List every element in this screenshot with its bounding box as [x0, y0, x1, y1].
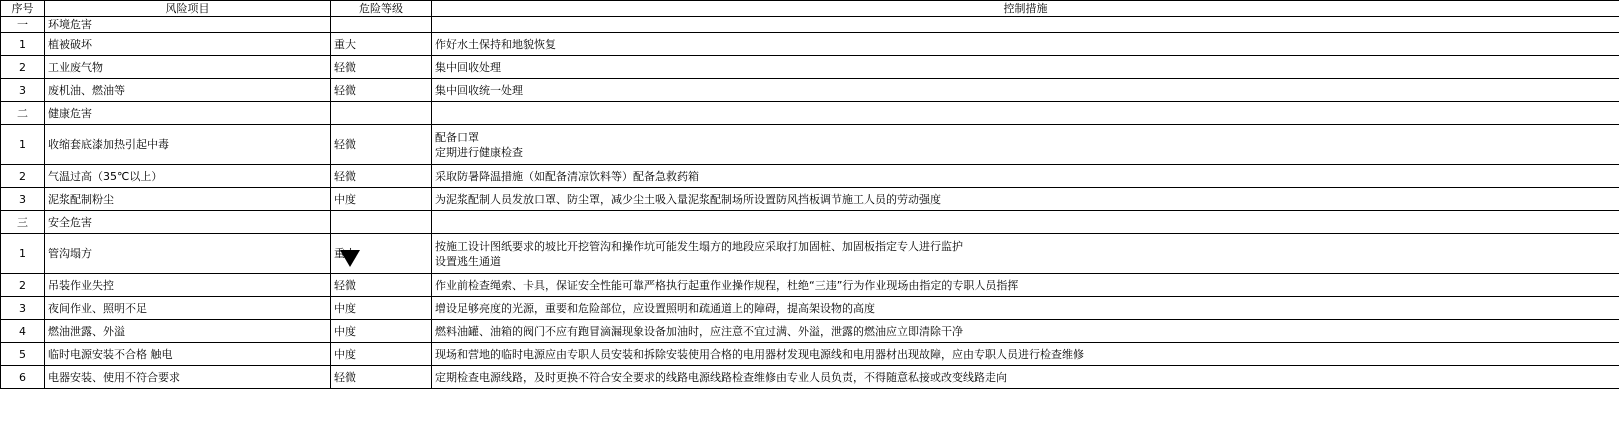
- cell-level[interactable]: 轻微: [331, 56, 432, 79]
- cell-no[interactable]: 3: [1, 297, 45, 320]
- measure-line: 集中回收统一处理: [435, 83, 523, 97]
- cell-item[interactable]: 气温过高（35℃以上）: [45, 165, 331, 188]
- cell-level[interactable]: 轻微: [331, 79, 432, 102]
- header-item[interactable]: 风险项目: [45, 1, 331, 17]
- table-row: [1, 234, 1619, 274]
- cell-item[interactable]: 环境危害: [45, 17, 331, 33]
- cell-level[interactable]: 轻微: [331, 366, 432, 389]
- cell-item[interactable]: 管沟塌方: [45, 234, 331, 274]
- cell-measures[interactable]: [432, 17, 1619, 33]
- cell-item[interactable]: 安全危害: [45, 211, 331, 234]
- cell-item[interactable]: 吊装作业失控: [45, 274, 331, 297]
- cell-item[interactable]: 燃油泄露、外溢: [45, 320, 331, 343]
- section-row: [1, 102, 1619, 125]
- section-row: [1, 17, 1619, 33]
- measure-line: 燃料油罐、油箱的阀门不应有跑冒滴漏现象设备加油时，应注意不宜过满、外溢，泄露的燃油应立即清除干净: [435, 324, 963, 338]
- cell-item[interactable]: 健康危害: [45, 102, 331, 125]
- cell-measures[interactable]: [432, 79, 1619, 102]
- table-row: [1, 366, 1619, 389]
- table-row: [1, 343, 1619, 366]
- cell-no[interactable]: 1: [1, 33, 45, 56]
- cell-item[interactable]: 临时电源安装不合格 触电: [45, 343, 331, 366]
- cell-level[interactable]: 轻微: [331, 125, 432, 165]
- cell-no[interactable]: 1: [1, 125, 45, 165]
- table-row: [1, 56, 1619, 79]
- cell-level[interactable]: 轻微: [331, 274, 432, 297]
- cell-level[interactable]: 轻微: [331, 165, 432, 188]
- table-row: [1, 165, 1619, 188]
- cell-level[interactable]: 中度: [331, 320, 432, 343]
- table-row: [1, 33, 1619, 56]
- cell-measures[interactable]: [432, 125, 1619, 165]
- cell-no[interactable]: 6: [1, 366, 45, 389]
- table-row: [1, 297, 1619, 320]
- cell-measures[interactable]: [432, 165, 1619, 188]
- measure-line: 按施工设计图纸要求的坡比开挖管沟和操作坑可能发生塌方的地段应采取打加固桩、加固板指定专人进行监护: [435, 239, 963, 253]
- cell-measures[interactable]: [432, 297, 1619, 320]
- cell-no[interactable]: 一: [1, 17, 45, 33]
- section-row: [1, 211, 1619, 234]
- measure-line: 设置逃生通道: [435, 254, 501, 268]
- measure-line: 配备口罩: [435, 130, 479, 144]
- header-no[interactable]: 序号: [1, 1, 45, 17]
- cell-measures[interactable]: [432, 188, 1619, 211]
- table-row: [1, 125, 1619, 165]
- cell-level[interactable]: 中度: [331, 188, 432, 211]
- cell-level[interactable]: 重大: [331, 33, 432, 56]
- cell-no[interactable]: 2: [1, 274, 45, 297]
- cell-no[interactable]: 2: [1, 56, 45, 79]
- cell-measures[interactable]: [432, 320, 1619, 343]
- cell-no[interactable]: 三: [1, 211, 45, 234]
- cell-measures[interactable]: [432, 366, 1619, 389]
- cell-measures[interactable]: [432, 274, 1619, 297]
- header-measures[interactable]: 控制措施: [432, 1, 1619, 17]
- cell-no[interactable]: 3: [1, 188, 45, 211]
- cell-no[interactable]: 3: [1, 79, 45, 102]
- table-row: [1, 188, 1619, 211]
- cell-no[interactable]: 4: [1, 320, 45, 343]
- cell-item[interactable]: 电器安装、使用不符合要求: [45, 366, 331, 389]
- table-body: [1, 17, 1619, 389]
- cell-item[interactable]: 收缩套底漆加热引起中毒: [45, 125, 331, 165]
- measure-line: 为泥浆配制人员发放口罩、防尘罩，减少尘土吸入量泥浆配制场所设置防风挡板调节施工人员的劳动强度: [435, 192, 941, 206]
- measure-line: 现场和营地的临时电源应由专职人员安装和拆除安装使用合格的电用器材发现电源线和电用器材出现故障，应由专职人员进行检查维修: [435, 347, 1084, 361]
- cell-level[interactable]: 中度: [331, 343, 432, 366]
- measure-line: 定期进行健康检查: [435, 145, 523, 159]
- cell-no[interactable]: 二: [1, 102, 45, 125]
- cell-no[interactable]: 1: [1, 234, 45, 274]
- measure-line: 集中回收处理: [435, 60, 501, 74]
- header-row: [1, 1, 1619, 17]
- cell-item[interactable]: 夜间作业、照明不足: [45, 297, 331, 320]
- measure-line: 定期检查电源线路，及时更换不符合安全要求的线路电源线路检查维修由专业人员负责，不得随意私接或改变线路走向: [435, 370, 1007, 384]
- cell-no[interactable]: 2: [1, 165, 45, 188]
- cell-measures[interactable]: [432, 211, 1619, 234]
- cell-level[interactable]: [331, 17, 432, 33]
- cell-measures[interactable]: [432, 102, 1619, 125]
- cell-item[interactable]: 废机油、燃油等: [45, 79, 331, 102]
- cell-no[interactable]: 5: [1, 343, 45, 366]
- cell-measures[interactable]: [432, 56, 1619, 79]
- cell-level[interactable]: [331, 102, 432, 125]
- cell-item[interactable]: 泥浆配制粉尘: [45, 188, 331, 211]
- measure-line: 采取防暑降温措施（如配备清凉饮料等）配备急救药箱: [435, 169, 699, 183]
- cell-measures[interactable]: [432, 343, 1619, 366]
- cell-level[interactable]: 中度: [331, 297, 432, 320]
- table-row: [1, 79, 1619, 102]
- cell-item[interactable]: 工业废气物: [45, 56, 331, 79]
- cell-level[interactable]: 重大: [331, 234, 432, 274]
- triangle-down-icon: [340, 250, 360, 267]
- header-level[interactable]: 危险等级: [331, 1, 432, 17]
- cell-measures[interactable]: [432, 33, 1619, 56]
- measure-line: 作业前检查绳索、卡具，保证安全性能可靠严格执行起重作业操作规程，杜绝“三违”行为作业现场由指定的专职人员指挥: [435, 278, 1019, 292]
- cell-item[interactable]: 植被破坏: [45, 33, 331, 56]
- measure-line: 作好水土保持和地貌恢复: [435, 37, 556, 51]
- cell-level[interactable]: [331, 211, 432, 234]
- table-row: [1, 274, 1619, 297]
- cell-measures[interactable]: [432, 234, 1619, 274]
- table-row: [1, 320, 1619, 343]
- measure-line: 增设足够亮度的光源，重要和危险部位，应设置照明和疏通道上的障碍，提高架设物的高度: [435, 301, 875, 315]
